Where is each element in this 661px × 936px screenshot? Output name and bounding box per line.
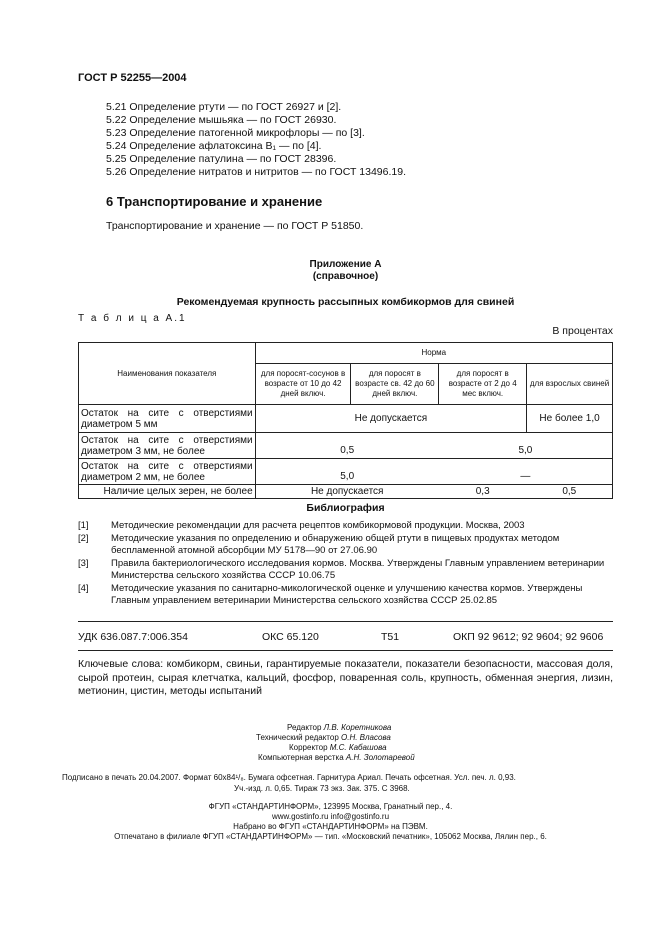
layout-label: Компьютерная верстка bbox=[258, 753, 344, 762]
publisher-web: www.gostinfo.ru info@gostinfo.ru bbox=[271, 812, 390, 821]
table-cell: — bbox=[439, 459, 613, 485]
layout-name: А.Н. Золотаревой bbox=[345, 753, 415, 762]
clause-5-26: 5.26 Определение нитратов и нитритов — по ГОСТ 13496.19. bbox=[106, 166, 406, 178]
corrector-label: Корректор bbox=[289, 743, 328, 752]
bibliography-number: [1] bbox=[78, 520, 89, 531]
appendix-name: Приложение А bbox=[309, 259, 382, 270]
oks-code: ОКС 65.120 bbox=[262, 631, 319, 643]
table-cell: 0,5 bbox=[527, 485, 613, 499]
bibliography-title: Библиография bbox=[306, 502, 385, 514]
udk-code: УДК 636.087.7:006.354 bbox=[78, 631, 188, 643]
layout-line bbox=[258, 753, 415, 763]
column-header-piglets-42-60: для поросят в возрасте св. 42 до 60 дней включ. bbox=[351, 364, 439, 405]
data-table bbox=[78, 342, 613, 499]
publisher-address: ФГУП «СТАНДАРТИНФОРМ», 123995 Москва, Гранатный пер., 4. bbox=[208, 802, 453, 811]
clause-5-21: 5.21 Определение ртути — по ГОСТ 26927 и [2]. bbox=[106, 101, 342, 113]
table-cell: Не допускается bbox=[255, 485, 439, 499]
document-header: ГОСТ Р 52255—2004 bbox=[78, 72, 187, 84]
divider bbox=[78, 650, 613, 651]
row-label: Остаток на сите с отверстиями диаметром 5 мм bbox=[79, 405, 256, 433]
clause-5-23: 5.23 Определение патогенной микрофлоры — по [3]. bbox=[106, 127, 365, 139]
corrector-name: М.С. Кабашова bbox=[329, 743, 387, 752]
bibliography-number: [3] bbox=[78, 558, 89, 569]
corrector-line bbox=[289, 743, 387, 753]
okp-code: ОКП 92 9612; 92 9604; 92 9606 bbox=[453, 631, 604, 643]
tech-editor-line bbox=[256, 733, 391, 743]
bibliography-text: Методические указания по определению и обнаружению общей ртути в пищевых продуктах методом беспламенной атомной абсорбции МУ 5178—90 от 27.06.90 bbox=[111, 533, 560, 556]
row-label: Остаток на сите с отверстиями диаметром 2 мм, не более bbox=[79, 459, 256, 485]
print-details: Подписано в печать 20.04.2007. Формат 60x84¹/₈. Бумага офсетная. Гарнитура Ариал. Печать офсетная. Усл. печ. л. 0,93. bbox=[62, 773, 516, 782]
row-label: Наличие целых зерен, не более bbox=[79, 485, 256, 499]
section-title: 6 Транспортирование и хранение bbox=[106, 194, 323, 209]
tech-editor-name: О.Н. Власова bbox=[341, 733, 391, 742]
bibliography-text: Методические рекомендации для расчета рецептов комбикормовой продукции. Москва, 2003 bbox=[111, 520, 525, 531]
table-cell: 0,5 bbox=[255, 433, 439, 459]
table-cell: Не допускается bbox=[255, 405, 526, 433]
editor-label: Редактор bbox=[287, 723, 322, 732]
appendix-title bbox=[78, 259, 613, 283]
table-label: Т а б л и ц а А.1 bbox=[78, 313, 187, 324]
bibliography-number: [4] bbox=[78, 583, 89, 594]
table-row bbox=[79, 459, 613, 485]
editor-line bbox=[287, 723, 391, 733]
table-row bbox=[79, 433, 613, 459]
keywords: Ключевые слова: комбикорм, свиньи, гарантируемые показатели, показатели безопасности, массовая доля, сырой протеин, сырая клетчатка, кальций, фосфор, поваренная соль, крупность, обменная энергия, лизин, метионин, цистин, методы испытаний bbox=[78, 658, 613, 697]
column-header-piglets-2-4: для поросят в возрасте от 2 до 4 мес включ. bbox=[439, 364, 527, 405]
table-cell: Не более 1,0 bbox=[527, 405, 613, 433]
table-row bbox=[79, 405, 613, 433]
divider bbox=[78, 621, 613, 622]
table-cell: 5,0 bbox=[255, 459, 439, 485]
bibliography-text: Правила бактериологического исследования кормов. Москва. Утверждены Главным управлением ветеринарии Министерства сельского хозяйства СССР 10.06.75 bbox=[111, 558, 605, 581]
table-header-row bbox=[79, 343, 613, 364]
table-heading: Рекомендуемая крупность рассыпных комбикормов для свиней bbox=[176, 296, 515, 308]
column-header-norm: Норма bbox=[255, 343, 612, 364]
print-details-2: Уч.-изд. л. 0,65. Тираж 73 экз. Зак. 375. С 3968. bbox=[234, 784, 410, 793]
tech-editor-label: Технический редактор bbox=[256, 733, 339, 742]
bibliography-number: [2] bbox=[78, 533, 89, 544]
printed-note: Отпечатано в филиале ФГУП «СТАНДАРТИНФОРМ» — тип. «Московский печатник», 105062 Москва, Лялин пер., 6. bbox=[114, 832, 547, 841]
clause-5-25: 5.25 Определение патулина — по ГОСТ 28396. bbox=[106, 153, 337, 165]
column-header-adult: для взрослых свиней bbox=[527, 364, 613, 405]
table-cell: 5,0 bbox=[439, 433, 613, 459]
clause-5-22: 5.22 Определение мышьяка — по ГОСТ 26930. bbox=[106, 114, 337, 126]
clause-5-24: 5.24 Определение афлатоксина B₁ — по [4]. bbox=[106, 140, 322, 152]
typeset-note: Набрано во ФГУП «СТАНДАРТИНФОРМ» на ПЭВМ. bbox=[233, 822, 428, 831]
column-header-indicator: Наименования показателя bbox=[79, 343, 256, 405]
row-label: Остаток на сите с отверстиями диаметром 3 мм, не более bbox=[79, 433, 256, 459]
t-code: Т51 bbox=[381, 631, 400, 643]
table-row bbox=[79, 485, 613, 499]
table-cell: 0,3 bbox=[439, 485, 527, 499]
table-units: В процентах bbox=[552, 325, 613, 337]
appendix-subtitle: (справочное) bbox=[312, 271, 379, 282]
bibliography-text: Методические указания по санитарно-микологической оценке и улучшению качества кормов. Утверждены Главным управлением ветеринарии Министерства сельского хозяйства СССР 25.02.85 bbox=[111, 583, 583, 606]
editor-name: Л.В. Коретникова bbox=[323, 723, 392, 732]
section-text: Транспортирование и хранение — по ГОСТ Р 51850. bbox=[106, 220, 364, 232]
column-header-sucklings: для поросят-сосунов в возрасте от 10 до 42 дней включ. bbox=[255, 364, 351, 405]
